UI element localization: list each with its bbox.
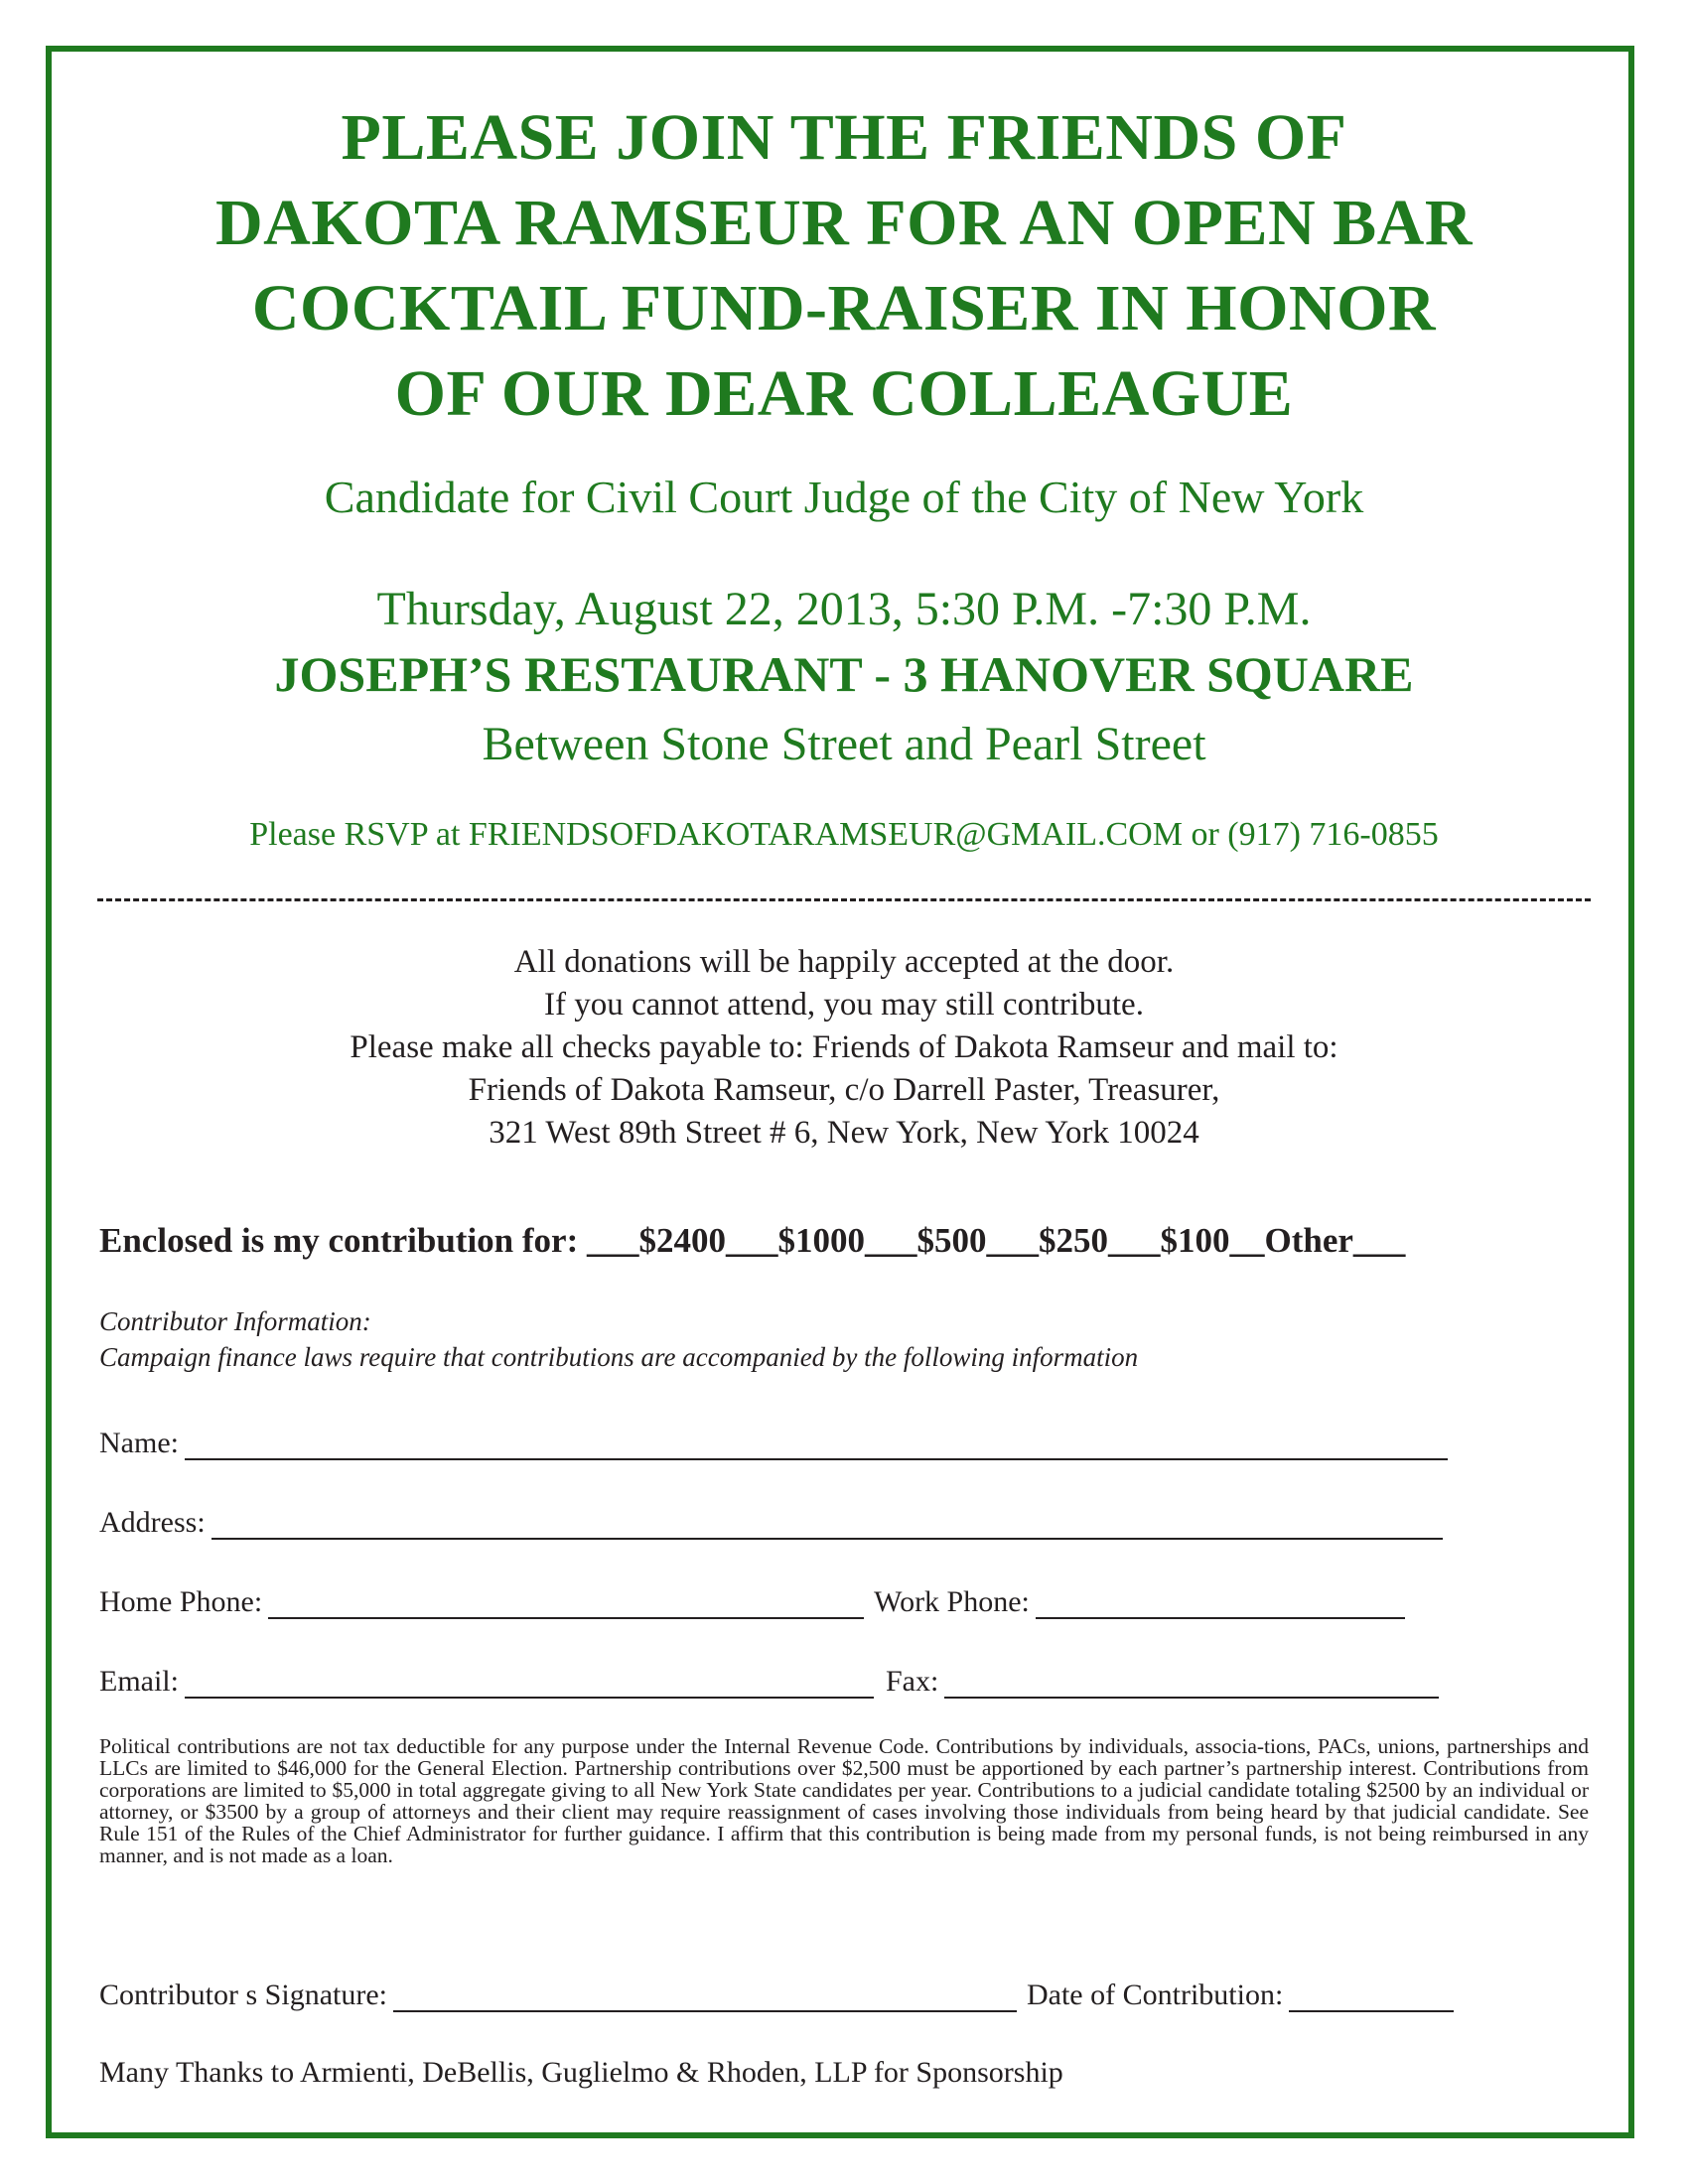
headline-line-1: PLEASE JOIN THE FRIENDS OF (341, 101, 1347, 174)
signature-label: Contributor s Signature: (99, 1979, 387, 2011)
fax-label: Fax: (885, 1665, 939, 1698)
contributor-info-note: Campaign finance laws require that contributions are accompanied by the following information (99, 1342, 1139, 1372)
address-label: Address: (99, 1506, 206, 1539)
fax-field[interactable] (944, 1671, 1439, 1699)
donation-line-2: If you cannot attend, you may still contribute. (544, 987, 1144, 1023)
signature-field[interactable] (393, 1984, 1017, 2012)
sponsor-thanks: Many Thanks to Armienti, DeBellis, Guglielmo & Rhoden, LLP for Sponsorship (99, 2056, 1063, 2089)
work-phone-field[interactable] (1036, 1591, 1405, 1619)
work-phone-label: Work Phone: (874, 1585, 1030, 1618)
email-label: Email: (99, 1665, 179, 1698)
address-field[interactable] (211, 1512, 1443, 1540)
name-field[interactable] (185, 1433, 1448, 1460)
contributor-info-heading (99, 1303, 1138, 1375)
headline-line-3: COCKTAIL FUND-RAISER IN HONOR (251, 272, 1437, 344)
headline-line-2: DAKOTA RAMSEUR FOR AN OPEN BAR (214, 187, 1473, 259)
legal-disclaimer: Political contributions are not tax deductible for any purpose under the Internal Revenue Code. Contributions by individuals, associa-tions, PACs, unions, partnerships and LLCs are limited to $46,000 for the General Election. Partnership contributions over $2,500 must be apportioned by each partner’s partnership interest. Contributions from corporations are limited to $5,000 in total aggregate giving to all New York State candidates per year. Contributions to a judicial candidate totaling $2500 by an individual or attorney, or $3500 by a group of attorneys and their client may require reassignment of cases involving those individuals from being heard by that judicial candidate. See Rule 151 of the Rules of the Chief Administrator for further guidance. I affirm that this contribution is being made from my personal funds, is not being reimbursed in any manner, and is not made as a loan. (99, 1734, 1589, 1867)
date-label: Date of Contribution: (1026, 1979, 1284, 2011)
candidate-subtitle: Candidate for Civil Court Judge of the City of New York (324, 472, 1364, 522)
headline (60, 95, 1628, 437)
email-row (99, 1665, 1439, 1699)
name-label: Name: (99, 1427, 179, 1459)
cut-line-divider (97, 898, 1591, 901)
event-datetime: Thursday, August 22, 2013, 5:30 P.M. -7:30 P.M. (376, 583, 1312, 635)
headline-line-4: OF OUR DEAR COLLEAGUE (394, 357, 1294, 430)
donation-line-3: Please make all checks payable to: Friends of Dakota Ramseur and mail to: (350, 1029, 1338, 1065)
donation-line-5: 321 West 89th Street # 6, New York, New York 10024 (489, 1115, 1199, 1151)
event-cross-streets: Between Stone Street and Pearl Street (482, 718, 1206, 770)
rsvp-line: Please RSVP at FRIENDSOFDAKOTARAMSEUR@GMAIL.COM or (917) 716-0855 (249, 816, 1439, 853)
home-phone-label: Home Phone: (99, 1585, 263, 1618)
donation-instructions (60, 941, 1628, 1155)
donation-line-1: All donations will be happily accepted at the door. (513, 944, 1175, 980)
contributor-info-title: Contributor Information: (99, 1306, 371, 1336)
contribution-amount-line[interactable]: Enclosed is my contribution for: ___$2400___$1000___$500___$250___$100__Other___ (99, 1221, 1406, 1260)
email-field[interactable] (185, 1671, 874, 1699)
date-field[interactable] (1289, 1984, 1454, 2012)
phone-row (99, 1585, 1405, 1619)
event-venue: JOSEPH’S RESTAURANT - 3 HANOVER SQUARE (274, 646, 1414, 702)
name-row (99, 1427, 1448, 1460)
signature-row (99, 1979, 1454, 2012)
donation-line-4: Friends of Dakota Ramseur, c/o Darrell Paster, Treasurer, (468, 1072, 1220, 1108)
address-row (99, 1506, 1443, 1540)
home-phone-field[interactable] (268, 1591, 864, 1619)
